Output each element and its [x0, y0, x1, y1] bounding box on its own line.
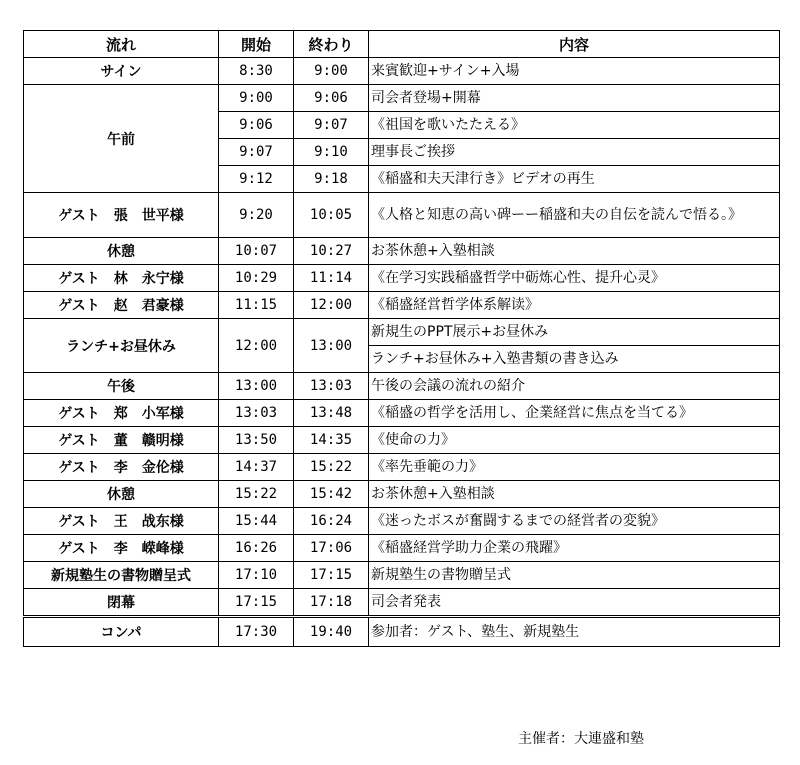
end-cell: 9:00	[294, 58, 369, 85]
end-cell: 10:27	[294, 238, 369, 265]
table-row	[24, 589, 780, 617]
start-cell: 17:15	[219, 589, 294, 617]
table-row	[24, 508, 780, 535]
flow-cell: サイン	[24, 58, 219, 85]
flow-cell: 午前	[24, 85, 219, 193]
content-cell: 《稲盛経営学助力企業の飛躍》	[369, 535, 780, 562]
content-cell: 新規塾生の書物贈呈式	[369, 562, 780, 589]
content-cell: 《使命の力》	[369, 427, 780, 454]
start-cell: 9:06	[219, 112, 294, 139]
start-cell: 13:50	[219, 427, 294, 454]
table-row	[24, 85, 780, 112]
content-cell: 理事長ご挨拶	[369, 139, 780, 166]
end-cell: 9:10	[294, 139, 369, 166]
end-cell: 17:15	[294, 562, 369, 589]
flow-cell: ゲスト 張 世平様	[24, 193, 219, 238]
table-row	[24, 373, 780, 400]
content-cell: お茶休憩+入塾相談	[369, 481, 780, 508]
content-cell: 新規生のPPT展示+お昼休み	[369, 319, 780, 346]
table-row	[24, 454, 780, 481]
end-cell: 13:03	[294, 373, 369, 400]
flow-cell: ゲスト 郑 小军様	[24, 400, 219, 427]
content-cell: 《人格と知恵の高い碑ーー稲盛和夫の自伝を読んで悟る。》	[369, 193, 780, 238]
start-cell: 10:07	[219, 238, 294, 265]
start-cell: 16:26	[219, 535, 294, 562]
end-cell: 9:06	[294, 85, 369, 112]
start-cell: 15:44	[219, 508, 294, 535]
start-cell: 14:37	[219, 454, 294, 481]
header-end: 終わり	[294, 31, 369, 58]
table-row	[24, 58, 780, 85]
table-row	[24, 427, 780, 454]
header-flow: 流れ	[24, 31, 219, 58]
end-cell: 9:18	[294, 166, 369, 193]
table-row	[24, 265, 780, 292]
header-content: 内容	[369, 31, 780, 58]
start-cell: 15:22	[219, 481, 294, 508]
content-cell: 参加者：ゲスト、塾生、新規塾生	[369, 617, 780, 647]
start-cell: 8:30	[219, 58, 294, 85]
start-cell: 10:29	[219, 265, 294, 292]
end-cell: 17:18	[294, 589, 369, 617]
start-cell: 9:00	[219, 85, 294, 112]
end-cell: 13:48	[294, 400, 369, 427]
flow-cell: ゲスト 董 赣明様	[24, 427, 219, 454]
table-row	[24, 562, 780, 589]
header-row	[24, 31, 780, 58]
table-row	[24, 535, 780, 562]
end-cell: 15:42	[294, 481, 369, 508]
content-cell: 司会者登場+開幕	[369, 85, 780, 112]
content-cell: 《稲盛和夫天津行き》ビデオの再生	[369, 166, 780, 193]
start-cell: 9:12	[219, 166, 294, 193]
header-start: 開始	[219, 31, 294, 58]
content-cell: 《祖国を歌いたたえる》	[369, 112, 780, 139]
start-cell: 17:30	[219, 617, 294, 647]
flow-cell: 休憩	[24, 481, 219, 508]
end-cell: 15:22	[294, 454, 369, 481]
end-cell: 10:05	[294, 193, 369, 238]
flow-cell: コンパ	[24, 617, 219, 647]
content-cell: 《在学习实践稲盛哲学中砺炼心性、提升心灵》	[369, 265, 780, 292]
content-cell: 《稲盛経営哲学体系解读》	[369, 292, 780, 319]
end-cell: 16:24	[294, 508, 369, 535]
content-cell: 《率先垂範の力》	[369, 454, 780, 481]
content-cell: 《迷ったボスが奮闘するまでの経営者の変貌》	[369, 508, 780, 535]
flow-cell: ゲスト 王 战东様	[24, 508, 219, 535]
end-cell: 12:00	[294, 292, 369, 319]
flow-cell: ランチ+お昼休み	[24, 319, 219, 373]
table-row	[24, 319, 780, 346]
end-cell: 19:40	[294, 617, 369, 647]
content-cell: ランチ+お昼休み+入塾書類の書き込み	[369, 346, 780, 373]
end-cell: 9:07	[294, 112, 369, 139]
table-row	[24, 292, 780, 319]
content-cell: 来賓歓迎+サイン+入場	[369, 58, 780, 85]
start-cell: 17:10	[219, 562, 294, 589]
end-cell: 14:35	[294, 427, 369, 454]
table-row	[24, 193, 780, 238]
content-cell: 司会者発表	[369, 589, 780, 617]
flow-cell: 午後	[24, 373, 219, 400]
flow-cell: ゲスト 赵 君豪様	[24, 292, 219, 319]
content-cell: 《稲盛の哲学を活用し、企業経営に焦点を当てる》	[369, 400, 780, 427]
organizer-label: 主催者：大連盛和塾	[518, 731, 644, 747]
content-cell: 午後の会議の流れの紹介	[369, 373, 780, 400]
flow-cell: ゲスト 李 金伦様	[24, 454, 219, 481]
table-row	[24, 238, 780, 265]
start-cell: 13:00	[219, 373, 294, 400]
flow-cell: 休憩	[24, 238, 219, 265]
table-row	[24, 400, 780, 427]
flow-cell: ゲスト 李 嵘峰様	[24, 535, 219, 562]
table-row	[24, 481, 780, 508]
table-row	[24, 617, 780, 647]
start-cell: 13:03	[219, 400, 294, 427]
schedule-table	[23, 30, 780, 647]
flow-cell: ゲスト 林 永宁様	[24, 265, 219, 292]
start-cell: 11:15	[219, 292, 294, 319]
start-cell: 9:07	[219, 139, 294, 166]
flow-cell: 新規塾生の書物贈呈式	[24, 562, 219, 589]
end-cell: 11:14	[294, 265, 369, 292]
end-cell: 17:06	[294, 535, 369, 562]
content-cell: お茶休憩+入塾相談	[369, 238, 780, 265]
flow-cell: 閉幕	[24, 589, 219, 617]
end-cell: 13:00	[294, 319, 369, 373]
start-cell: 12:00	[219, 319, 294, 373]
start-cell: 9:20	[219, 193, 294, 238]
